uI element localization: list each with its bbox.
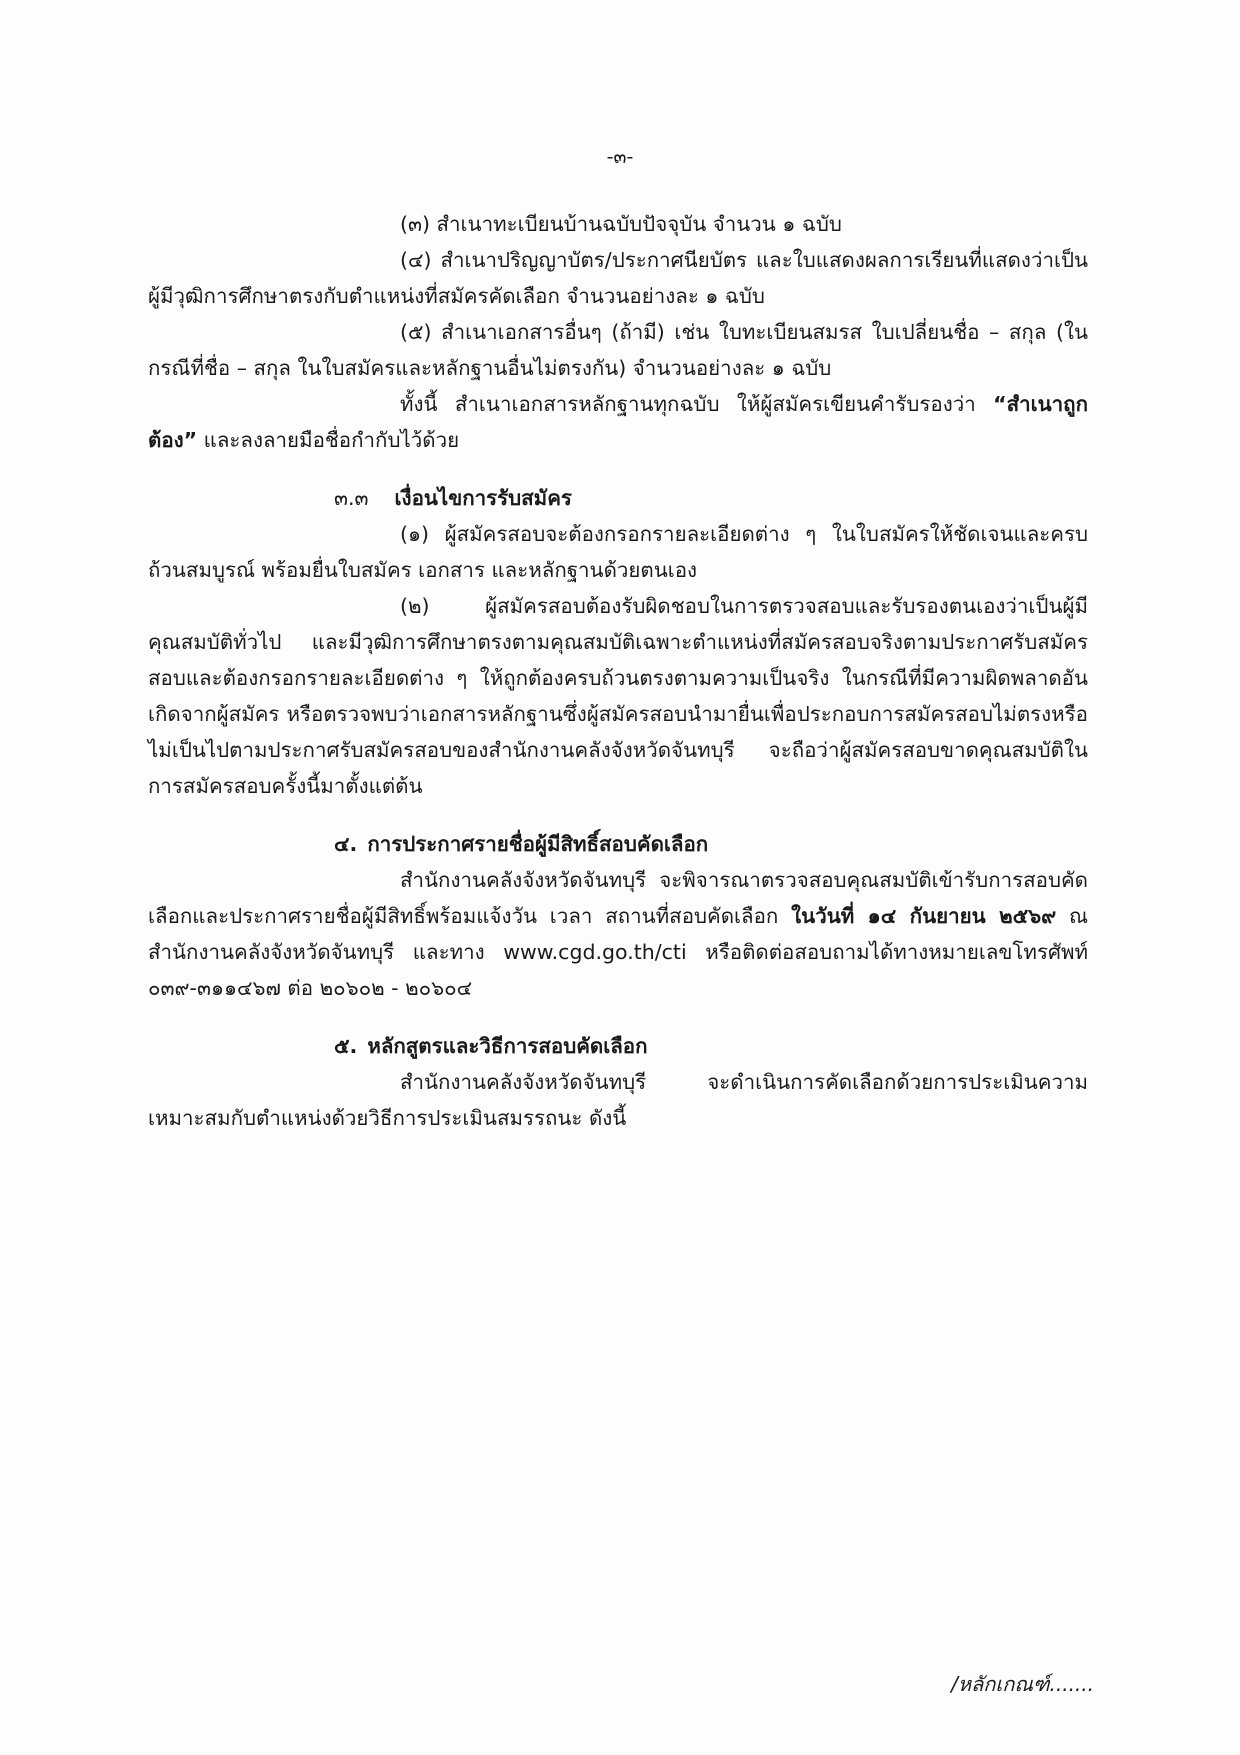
doc-item-3: (๓) สำเนาทะเบียนบ้านฉบับปัจจุบัน จำนวน ๑ ฉบับ [400,212,842,236]
document-body [148,206,1088,1136]
section-4-number: ๔. [334,832,358,856]
certify-tail: และลงลายมือชื่อกำกับไว้ด้วย [197,428,460,452]
continuation-note: /หลักเกณฑ์....... [951,1672,1094,1696]
section-4-text-b: ณ สำนักงานคลังจังหวัดจันทบุรี และทาง www.cgd.go.th/cti หรือติดต่อสอบถามได้ทางหมายเลขโทรศัพท์ ๐๓๙-๓๑๑๔๖๗ ต่อ ๒๐๖๐๒ - ๒๐๖๐๔ [148,904,1088,1000]
doc-item-5: (๕) สำเนาเอกสารอื่นๆ (ถ้ามี) เช่น ใบทะเบียนสมรส ใบเปลี่ยนชื่อ – สกุล (ในกรณีที่ชื่อ – สกุล ในใบสมัครและหลักฐานอื่นไม่ตรงกัน) จำนวนอย่างละ ๑ ฉบับ [148,320,1088,380]
section-3-3-heading [148,480,1088,516]
section-3-3-title: เงื่อนไขการรับสมัคร [394,486,572,510]
section-4-text-a: สำนักงานคลังจังหวัดจันทบุรี จะพิจารณาตรวจสอบคุณสมบัติเข้ารับการสอบคัดเลือกและประกาศรายชื่อผู้มีสิทธิ์พร้อมแจ้งวัน เวลา สถานที่สอบคัดเลือก [148,868,1088,928]
doc-item-4: (๔) สำเนาปริญญาบัตร/ประกาศนียบัตร และใบแสดงผลการเรียนที่แสดงว่าเป็นผู้มีวุฒิการศึกษาตรงกับตำแหน่งที่สมัครคัดเลือก จำนวนอย่างละ ๑ ฉบับ [148,248,1088,308]
section-5-paragraph: สำนักงานคลังจังหวัดจันทบุรี จะดำเนินการคัดเลือกด้วยการประเมินความเหมาะสมกับตำแหน่งด้วยวิธีการประเมินสมรรถนะ ดังนี้ [148,1070,1088,1130]
certify-paragraph [148,386,1088,458]
section-5-title: หลักสูตรและวิธีการสอบคัดเลือก [367,1034,648,1058]
page-number: -๓- [606,146,634,168]
certify-quote: “สำเนาถูกต้อง” [148,392,1088,452]
section-5-number: ๕. [334,1034,358,1058]
condition-item-1: (๑) ผู้สมัครสอบจะต้องกรอกรายละเอียดต่าง ๆ ในใบสมัครให้ชัดเจนและครบถ้วนสมบูรณ์ พร้อมยื่นใบสมัคร เอกสาร และหลักฐานด้วยตนเอง [148,522,1088,582]
section-4-paragraph [148,862,1088,1006]
section-3-3-number: ๓.๓ [334,486,369,510]
certify-lead: ทั้งนี้ สำเนาเอกสารหลักฐานทุกฉบับ ให้ผู้สมัครเขียนคำรับรองว่า [400,392,976,416]
announcement-date: ในวันที่ ๑๔ กันยายน ๒๕๖๙ [791,904,1057,928]
section-4-title: การประกาศรายชื่อผู้มีสิทธิ์สอบคัดเลือก [367,832,709,856]
section-4-heading [148,826,1088,862]
section-5-heading [148,1028,1088,1064]
condition-item-2: (๒) ผู้สมัครสอบต้องรับผิดชอบในการตรวจสอบและรับรองตนเองว่าเป็นผู้มีคุณสมบัติทั่วไป และมีวุฒิการศึกษาตรงตามคุณสมบัติเฉพาะตำแหน่งที่สมัครสอบจริงตามประกาศรับสมัครสอบและต้องกรอกรายละเอียดต่าง ๆ ให้ถูกต้องครบถ้วนตรงตามความเป็นจริง ในกรณีที่มีความผิดพลาดอันเกิดจากผู้สมัคร หรือตรวจพบว่าเอกสารหลักฐานซึ่งผู้สมัครสอบนำมายื่นเพื่อประกอบการสมัครสอบไม่ตรงหรือไม่เป็นไปตามประกาศรับสมัครสอบของสำนักงานคลังจังหวัดจันทบุรี จะถือว่าผู้สมัครสอบขาดคุณสมบัติในการสมัครสอบครั้งนี้มาตั้งแต่ต้น [148,594,1088,798]
